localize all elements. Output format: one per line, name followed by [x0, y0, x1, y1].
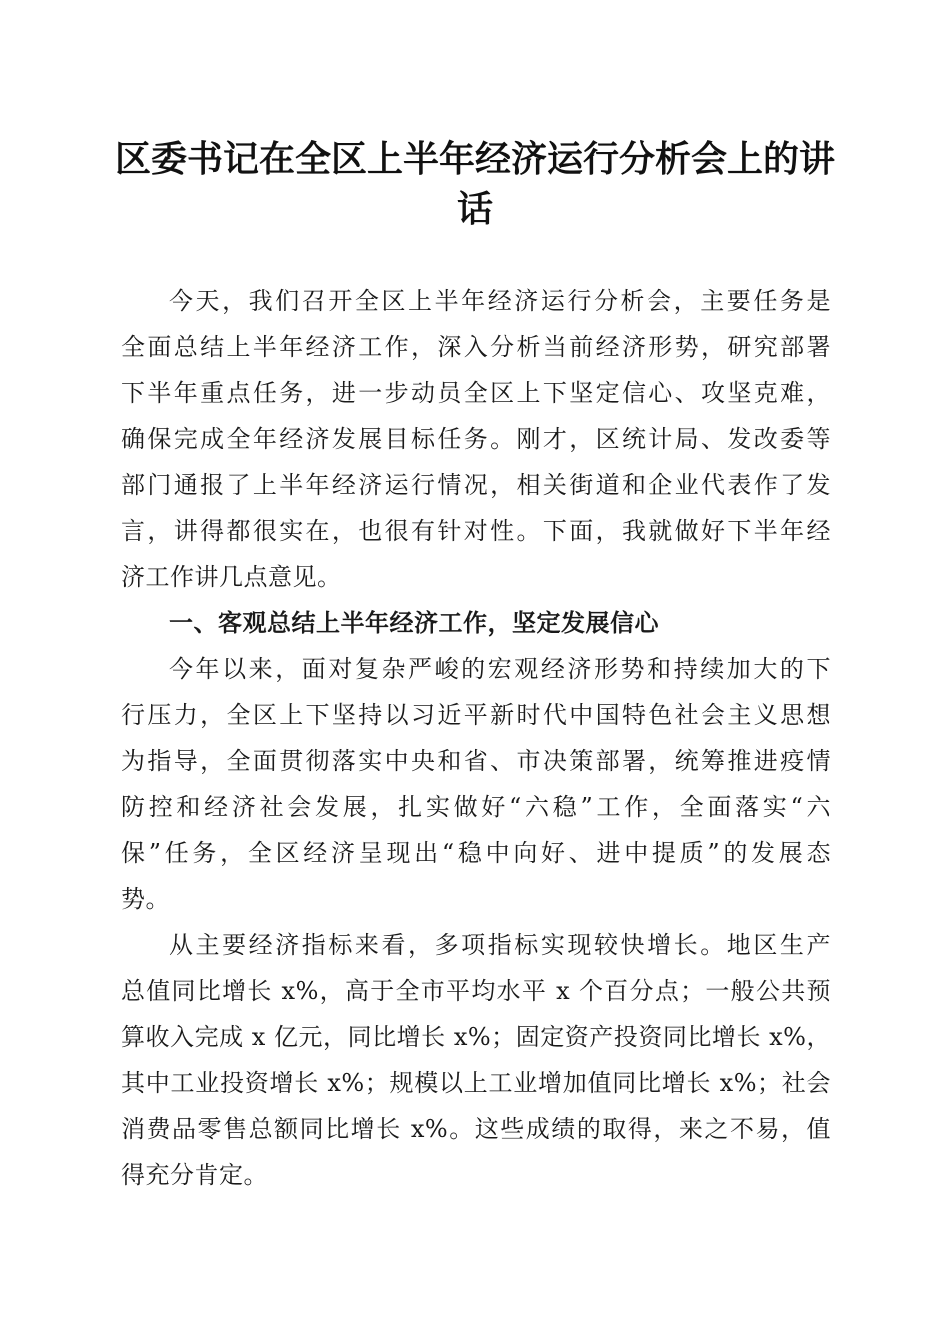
- heading-line: 一、客观总结上半年经济工作，坚定发展信心: [169, 609, 659, 637]
- text-line: 济工作讲几点意见。: [121, 563, 342, 591]
- text-line: 其中工业投资增长 x%；规模以上工业增加值同比增长 x%；社会: [121, 1069, 831, 1097]
- text-line: 确保完成全年经济发展目标任务。刚才，区统计局、发改委等: [121, 425, 831, 453]
- title-line: 区委书记在全区上半年经济运行分析会上的讲: [114, 138, 835, 180]
- text-line: 保”任务，全区经济呈现出“稳中向好、进中提质”的发展态: [121, 839, 831, 867]
- text-line: 得充分肯定。: [121, 1161, 268, 1189]
- paragraph: [121, 278, 831, 600]
- text-line: 消费品零售总额同比增长 x%。这些成绩的取得，来之不易，值: [121, 1115, 831, 1143]
- text-line: 今年以来，面对复杂严峻的宏观经济形势和持续加大的下: [169, 655, 831, 683]
- text-line: 势。: [121, 885, 170, 913]
- paragraph: [121, 646, 831, 922]
- text-line: 今天，我们召开全区上半年经济运行分析会，主要任务是: [169, 287, 831, 315]
- text-line: 算收入完成 x 亿元，同比增长 x%；固定资产投资同比增长 x%，: [121, 1023, 831, 1051]
- section-heading: [121, 600, 831, 646]
- document-body: [121, 278, 831, 1198]
- text-line: 为指导，全面贯彻落实中央和省、市决策部署，统筹推进疫情: [121, 747, 831, 775]
- text-line: 从主要经济指标来看，多项指标实现较快增长。地区生产: [169, 931, 831, 959]
- text-line: 防控和经济社会发展，扎实做好“六稳”工作，全面落实“六: [121, 793, 831, 821]
- text-line: 全面总结上半年经济工作，深入分析当前经济形势，研究部署: [121, 333, 831, 361]
- document-title: [110, 134, 840, 234]
- paragraph: [121, 922, 831, 1198]
- text-line: 下半年重点任务，进一步动员全区上下坚定信心、攻坚克难，: [121, 379, 831, 407]
- text-line: 部门通报了上半年经济运行情况，相关街道和企业代表作了发: [121, 471, 831, 499]
- text-line: 行压力，全区上下坚持以习近平新时代中国特色社会主义思想: [121, 701, 831, 729]
- text-line: 言，讲得都很实在，也很有针对性。下面，我就做好下半年经: [121, 517, 831, 545]
- text-line: 总值同比增长 x%，高于全市平均水平 x 个百分点；一般公共预: [121, 977, 831, 1005]
- title-line: 话: [456, 188, 493, 230]
